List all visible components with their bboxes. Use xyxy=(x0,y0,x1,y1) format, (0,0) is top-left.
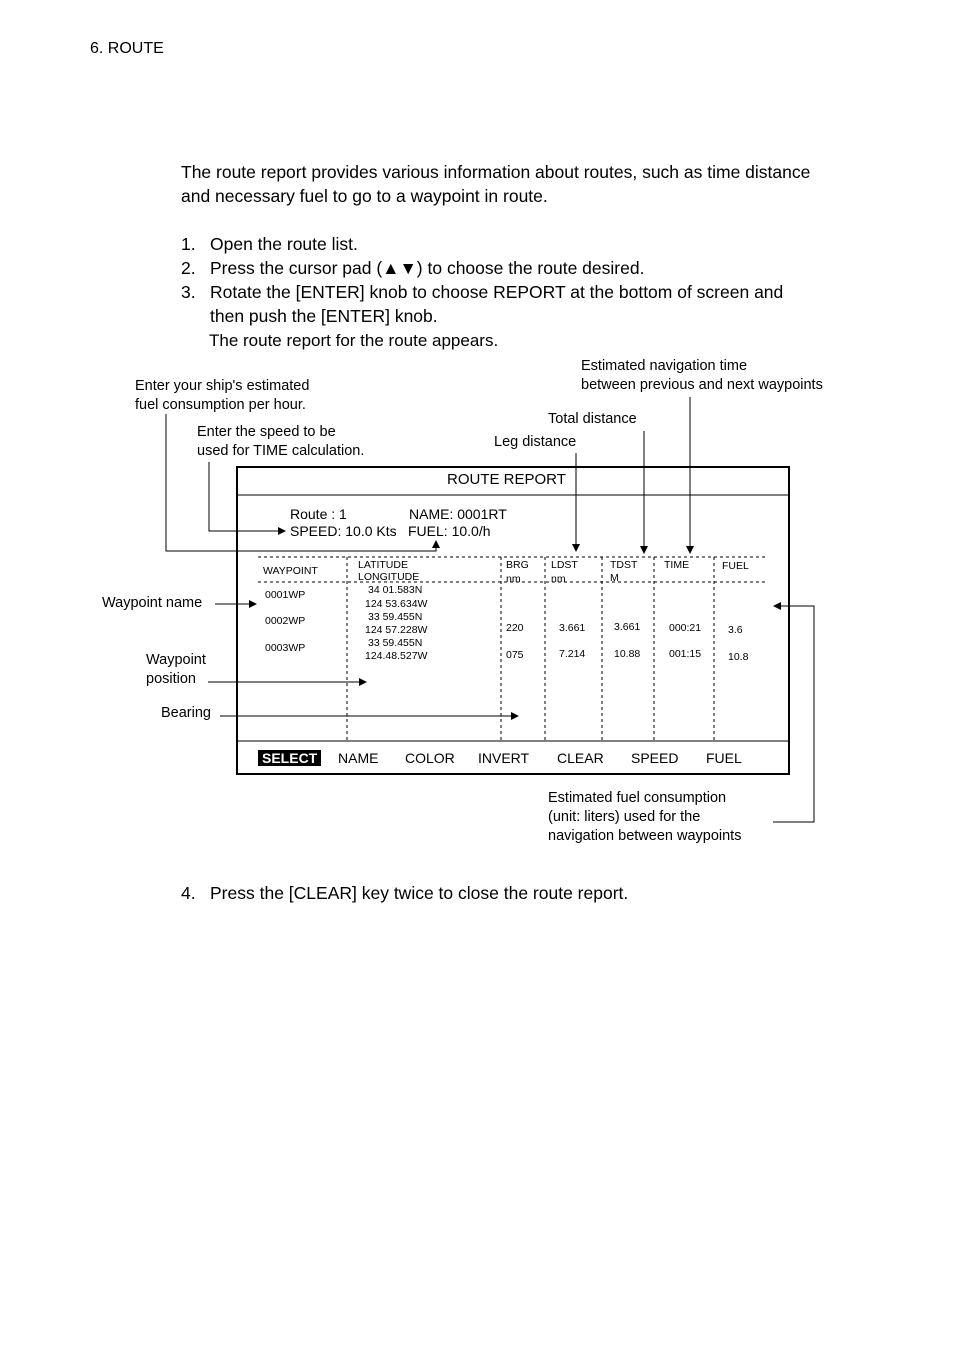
row-brg: 075 xyxy=(506,649,524,661)
col-latitude: LATITUDE xyxy=(358,559,408,571)
row-brg: 220 xyxy=(506,622,524,634)
menu-clear[interactable]: CLEAR xyxy=(557,750,604,766)
row-lon: 124 53.634W xyxy=(365,598,428,610)
row-ldst: 7.214 xyxy=(559,648,586,660)
intro-paragraph: The route report provides various information about routes, such as time distance and necessary fuel to go to a waypoint in route. xyxy=(181,162,811,206)
col-waypoint: WAYPOINT xyxy=(263,565,318,577)
table-row: 0003WP xyxy=(265,642,306,654)
annotation-fuel-consumption: Estimated fuel consumption (unit: liters) used for the navigation between waypoints xyxy=(548,790,742,844)
menu-select[interactable]: SELECT xyxy=(258,750,321,766)
col-brg: BRG xyxy=(506,559,529,571)
menu-name[interactable]: NAME xyxy=(338,750,379,766)
row-tdst: 10.88 xyxy=(614,648,641,660)
menu-invert[interactable]: INVERT xyxy=(478,750,530,766)
route-number: Route : 1 xyxy=(290,506,347,522)
step-text: Press the [CLEAR] key twice to close the route report. xyxy=(210,883,629,903)
step-text: Rotate the [ENTER] knob to choose REPORT at the bottom of screen and xyxy=(210,282,784,302)
step-number: 1. xyxy=(181,234,196,254)
row-lon: 124.48.527W xyxy=(365,650,428,662)
row-lat: 33 59.455N xyxy=(368,637,423,649)
row-ldst: 3.661 xyxy=(559,622,586,634)
page-header: 6. ROUTE xyxy=(90,40,164,57)
menu-speed[interactable]: SPEED xyxy=(631,750,679,766)
step-text: Press the cursor pad (▲▼) to choose the route desired. xyxy=(210,258,645,278)
col-longitude: LONGITUDE xyxy=(358,571,420,583)
col-time: TIME xyxy=(664,559,690,571)
row-fuel: 3.6 xyxy=(728,624,743,636)
annotation-leg-distance: Leg distance xyxy=(494,434,577,450)
col-brg-unit: nm xyxy=(506,573,521,585)
row-lat: 34 01.583N xyxy=(368,584,423,596)
annotation-waypoint-position: Waypoint position xyxy=(146,652,206,687)
speed-leader xyxy=(209,462,285,531)
step-text: then push the [ENTER] knob. xyxy=(210,306,438,326)
annotation-total-distance: Total distance xyxy=(548,411,637,427)
step-text: Open the route list. xyxy=(210,234,358,254)
annotation-bearing: Bearing xyxy=(161,705,211,721)
speed-value: SPEED: 10.0 Kts xyxy=(290,523,397,539)
step-number: 2. xyxy=(181,258,196,278)
step-number: 4. xyxy=(181,883,196,903)
table-row: 0002WP xyxy=(265,615,306,627)
route-name: NAME: 0001RT xyxy=(409,506,507,522)
col-ldst: LDST xyxy=(551,559,578,571)
step-3-result: The route report for the route appears. xyxy=(209,331,499,350)
row-time: 001:15 xyxy=(669,648,702,660)
row-fuel: 10.8 xyxy=(728,651,749,663)
fuel-leader xyxy=(166,414,436,551)
col-tdst-unit: M xyxy=(610,572,619,584)
step-number: 3. xyxy=(181,282,196,302)
fuel-consumption-leader xyxy=(773,606,814,822)
menu-fuel[interactable]: FUEL xyxy=(706,750,742,766)
row-lon: 124 57.228W xyxy=(365,624,428,636)
col-tdst: TDST xyxy=(610,559,638,571)
annotation-time: Estimated navigation time between previous and next waypoints xyxy=(581,358,823,393)
menu-color[interactable]: COLOR xyxy=(405,750,455,766)
annotation-fuel-input: Enter your ship's estimated fuel consumption per hour. xyxy=(135,378,310,413)
table-row: 0001WP xyxy=(265,589,306,601)
annotation-waypoint-name: Waypoint name xyxy=(102,595,203,611)
col-ldst-unit: nm xyxy=(551,573,566,585)
fuel-value: FUEL: 10.0/h xyxy=(408,523,491,539)
row-tdst: 3.661 xyxy=(614,621,641,633)
row-lat: 33 59.455N xyxy=(368,611,423,623)
col-fuel: FUEL xyxy=(722,560,749,572)
screen-title: ROUTE REPORT xyxy=(447,471,566,488)
annotation-speed-input: Enter the speed to be used for TIME calculation. xyxy=(197,424,365,459)
row-time: 000:21 xyxy=(669,622,702,634)
